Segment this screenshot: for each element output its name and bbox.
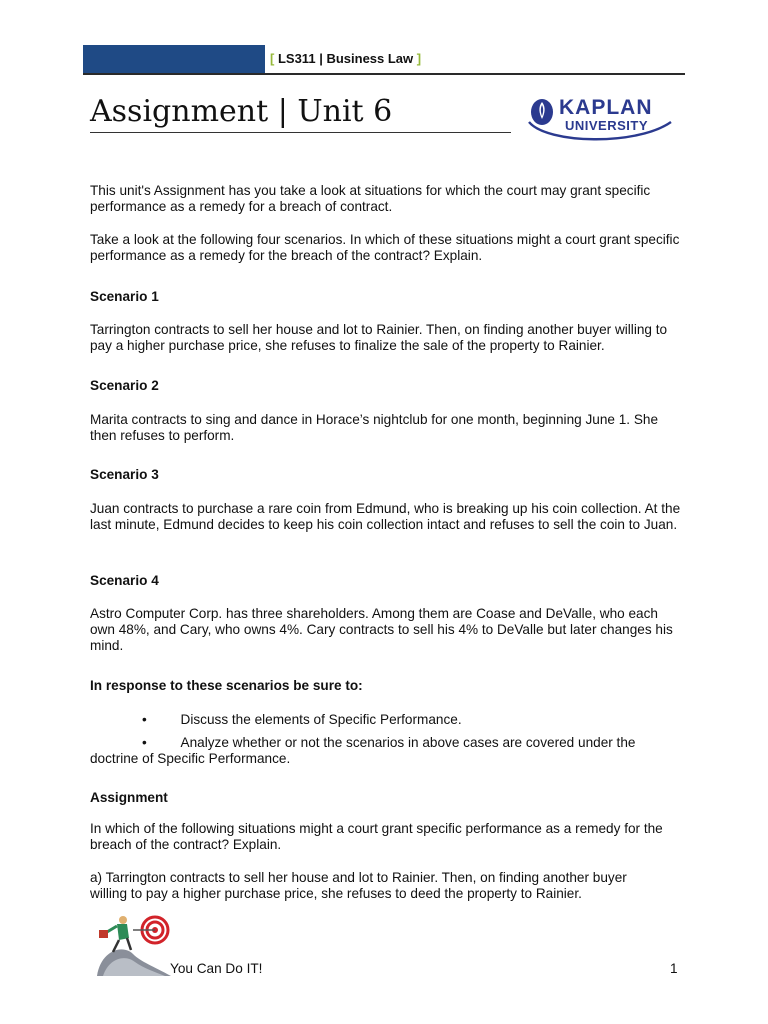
assignment-item-a: a) Tarrington contracts to sell her house and lot to Rainier. Then, on finding another buyer willing to pay a higher purchase price, she refuses to deed the property to Rainier.	[90, 870, 627, 901]
intro-paragraph-2: Take a look at the following four scenarios. In which of these situations might a court grant specific performance as a remedy for the breach of the contract? Explain.	[90, 232, 680, 263]
course-label	[270, 51, 421, 66]
page-title: Assignment | Unit 6	[90, 94, 393, 129]
target-climber-icon	[93, 910, 171, 976]
course-separator: |	[319, 51, 323, 66]
bracket-open: [	[270, 51, 275, 66]
title-rule	[90, 132, 511, 133]
scenario-2-heading: Scenario 2	[90, 378, 159, 393]
footer-slogan: You Can Do IT!	[170, 961, 263, 976]
scenario-1-heading: Scenario 1	[90, 289, 159, 304]
bullet-dot: •	[142, 735, 147, 750]
logo-line1: KAPLAN	[559, 96, 653, 119]
kaplan-logo	[527, 92, 677, 148]
course-code: LS311	[277, 51, 316, 66]
scenario-4-text: Astro Computer Corp. has three shareholders. Among them are Coase and DeValle, who each own 48%, and Cary, who owns 4%. Cary contracts to sell his 4% to DeValle but later changes his mind.	[90, 606, 673, 653]
scenario-2-text: Marita contracts to sing and dance in Horace’s nightclub for one month, beginning June 1. She then refuses to perform.	[90, 412, 659, 443]
assignment-heading: Assignment	[90, 790, 168, 805]
bracket-close: ]	[416, 51, 422, 66]
bullet-2-continuation: doctrine of Specific Performance.	[90, 751, 291, 766]
torch-icon	[531, 99, 553, 125]
bullet-1-text: Discuss the elements of Specific Performance.	[180, 712, 462, 727]
scenario-4-heading: Scenario 4	[90, 573, 159, 588]
page-number: 1	[670, 961, 678, 976]
bullet-2-text: Analyze whether or not the scenarios in above cases are covered under the	[180, 735, 636, 750]
logo-line2: UNIVERSITY	[565, 118, 649, 133]
intro-paragraph-1: This unit's Assignment has you take a look at situations for which the court may grant specific performance as a remedy for a breach of contract.	[90, 183, 651, 214]
header-rule	[83, 73, 685, 75]
scenario-3-text: Juan contracts to purchase a rare coin from Edmund, who is breaking up his coin collection. At the last minute, Edmund decides to keep his coin collection intact and refuses to sell the coin to Juan.	[90, 501, 681, 532]
course-name: Business Law	[326, 51, 414, 66]
bullet-1	[142, 712, 462, 728]
assignment-question: In which of the following situations might a court grant specific performance as a remedy for the breach of the contract? Explain.	[90, 821, 663, 852]
bullet-2	[142, 735, 635, 751]
header-band	[83, 45, 265, 74]
response-heading: In response to these scenarios be sure to:	[90, 678, 363, 693]
scenario-3-heading: Scenario 3	[90, 467, 159, 482]
scenario-1-text: Tarrington contracts to sell her house and lot to Rainier. Then, on finding another buyer willing to pay a higher purchase price, she refuses to finalize the sale of the property to Rainier.	[90, 322, 668, 353]
bullet-dot: •	[142, 712, 147, 727]
